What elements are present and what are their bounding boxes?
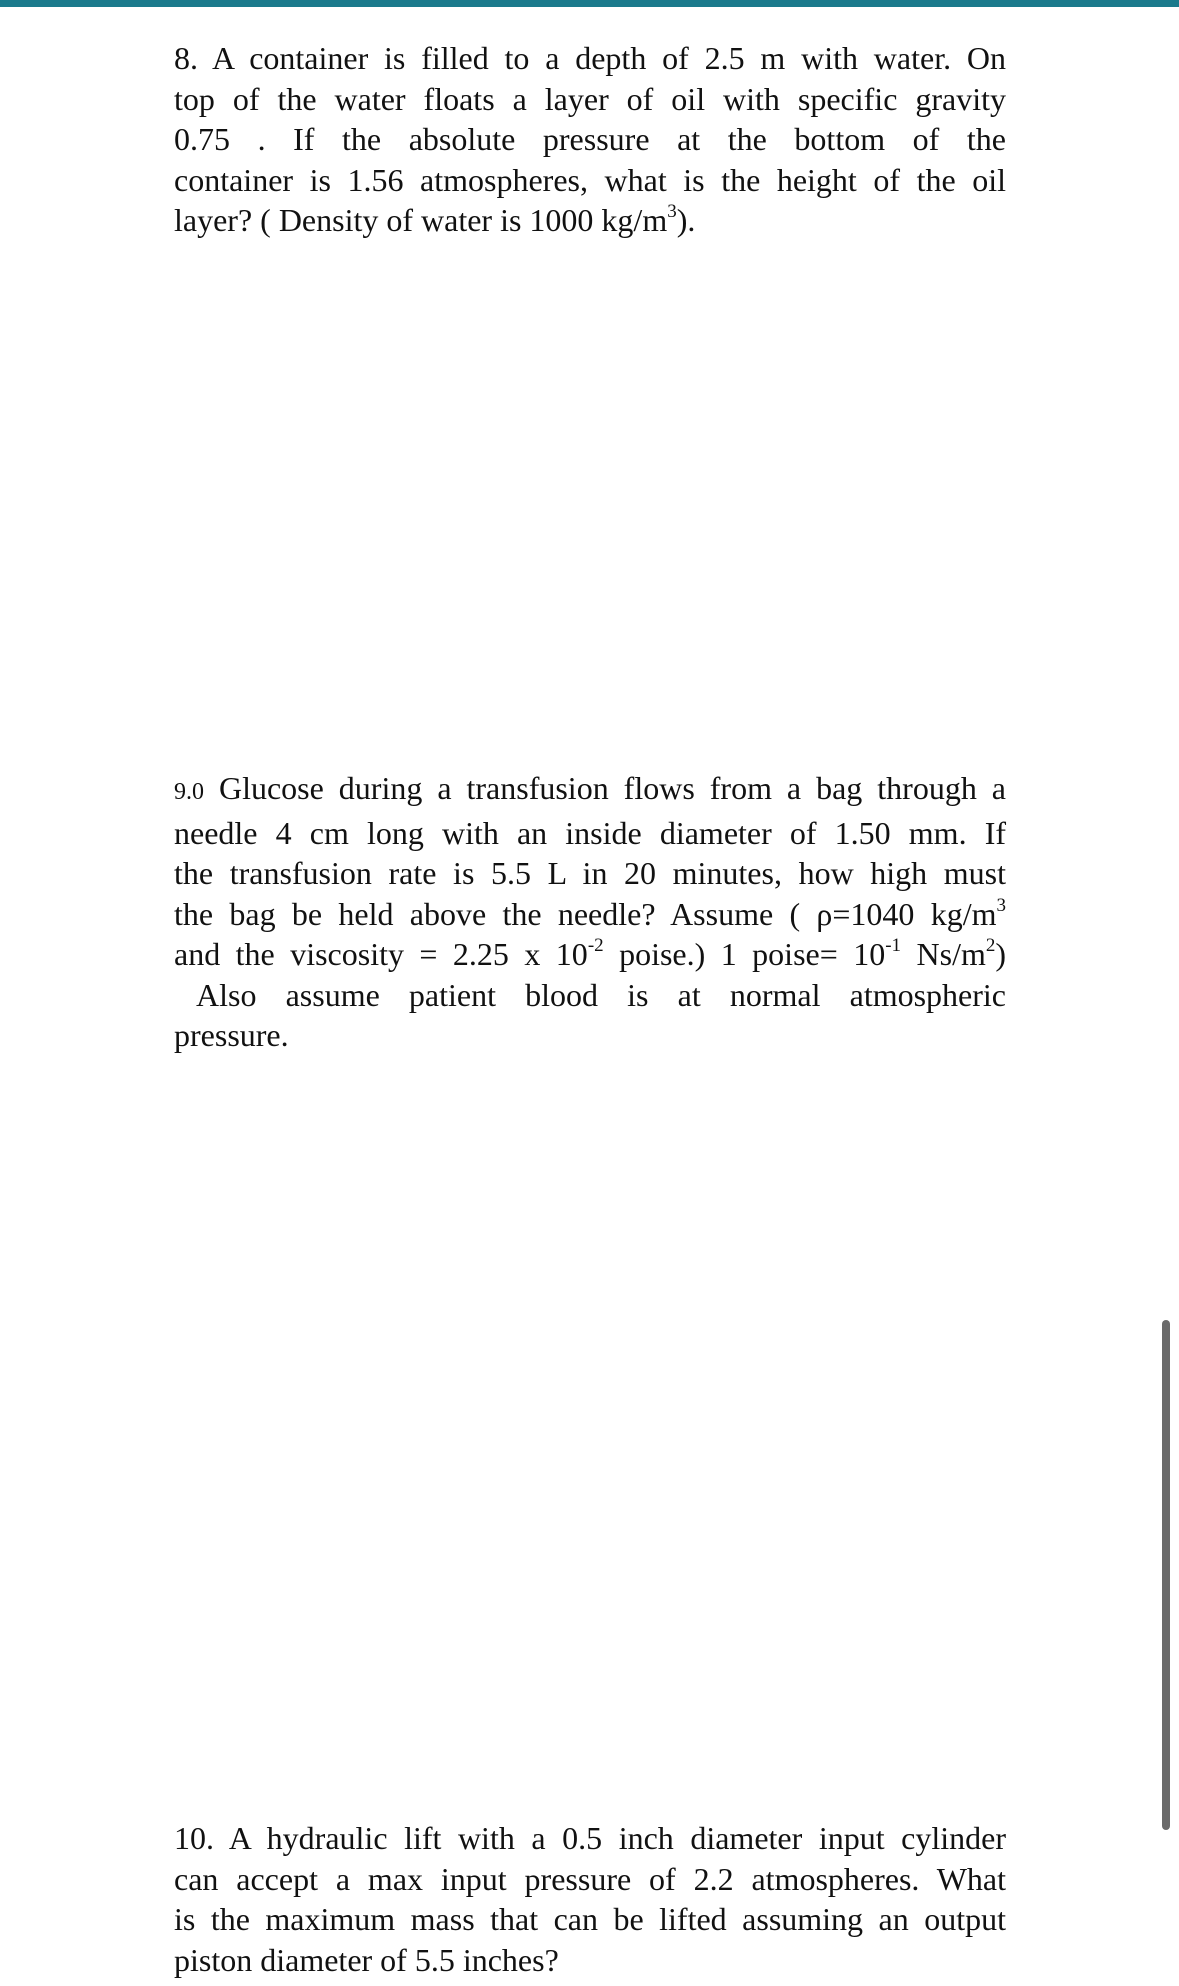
question-9-line-1-text: Glucose during a transfusion flows from a bag through a xyxy=(204,770,1006,806)
question-9-line-4 xyxy=(174,894,1006,935)
question-9-number: 9.0 xyxy=(174,779,204,805)
question-8-line-5-end: ). xyxy=(676,202,696,238)
question-8 xyxy=(174,38,1006,241)
question-9-line-7: pressure. xyxy=(174,1017,289,1053)
question-9-poise-exponent: -1 xyxy=(885,934,902,956)
question-9-line-2: needle 4 cm long with an inside diameter of 1.50 mm. If xyxy=(174,814,1006,851)
question-10-line-2: can accept a max input pressure of 2.2 atmospheres. What xyxy=(174,1860,1006,1897)
question-9-line-3: the transfusion rate is 5.5 L in 20 minutes, how high must xyxy=(174,855,1006,891)
question-8-superscript: 3 xyxy=(667,200,677,222)
question-9 xyxy=(174,768,1006,1056)
scrollbar-thumb[interactable] xyxy=(1162,1320,1170,1830)
question-9-viscosity-exponent: -2 xyxy=(587,934,604,956)
question-9-line-1 xyxy=(174,768,1006,813)
question-8-line-1: 8. A container is filled to a depth of 2.5 m with water. On xyxy=(174,40,1006,76)
question-8-line-2: top of the water floats a layer of oil with specific gravity xyxy=(174,80,1006,117)
question-9-line-5-mid: poise.) 1 poise= 10 xyxy=(603,936,886,972)
question-8-line-5 xyxy=(174,200,1006,241)
question-9-line-5 xyxy=(174,934,1006,975)
question-10 xyxy=(174,1818,1006,1980)
question-10-line-1: 10. A hydraulic lift with a 0.5 inch diameter input cylinder xyxy=(174,1820,1006,1856)
question-9-line-5-unit: Ns/m xyxy=(901,936,986,972)
top-accent-bar xyxy=(0,0,1179,7)
question-9-line-6: Also assume patient blood is at normal atmospheric xyxy=(196,976,1006,1013)
question-9-density-superscript: 3 xyxy=(996,894,1006,916)
question-9-area-superscript: 2 xyxy=(985,934,996,956)
question-8-line-5-text: layer? ( Density of water is 1000 kg/m xyxy=(174,202,668,238)
question-9-line-4-text: the bag be held above the needle? Assume ( ρ=1040 kg/m xyxy=(174,895,997,932)
question-9-line-5-text: and the viscosity = 2.25 x 10 xyxy=(174,936,588,972)
question-10-line-3: is the maximum mass that can be lifted assuming an output xyxy=(174,1901,1006,1937)
question-9-line-5-end: ) xyxy=(995,936,1007,972)
question-8-line-4: container is 1.56 atmospheres, what is the height of the oil xyxy=(174,161,1006,198)
question-10-line-4: piston diameter of 5.5 inches? xyxy=(174,1941,559,1978)
vertical-scrollbar[interactable] xyxy=(1158,1310,1172,1830)
question-8-line-3: 0.75 . If the absolute pressure at the bottom of the xyxy=(174,121,1006,157)
